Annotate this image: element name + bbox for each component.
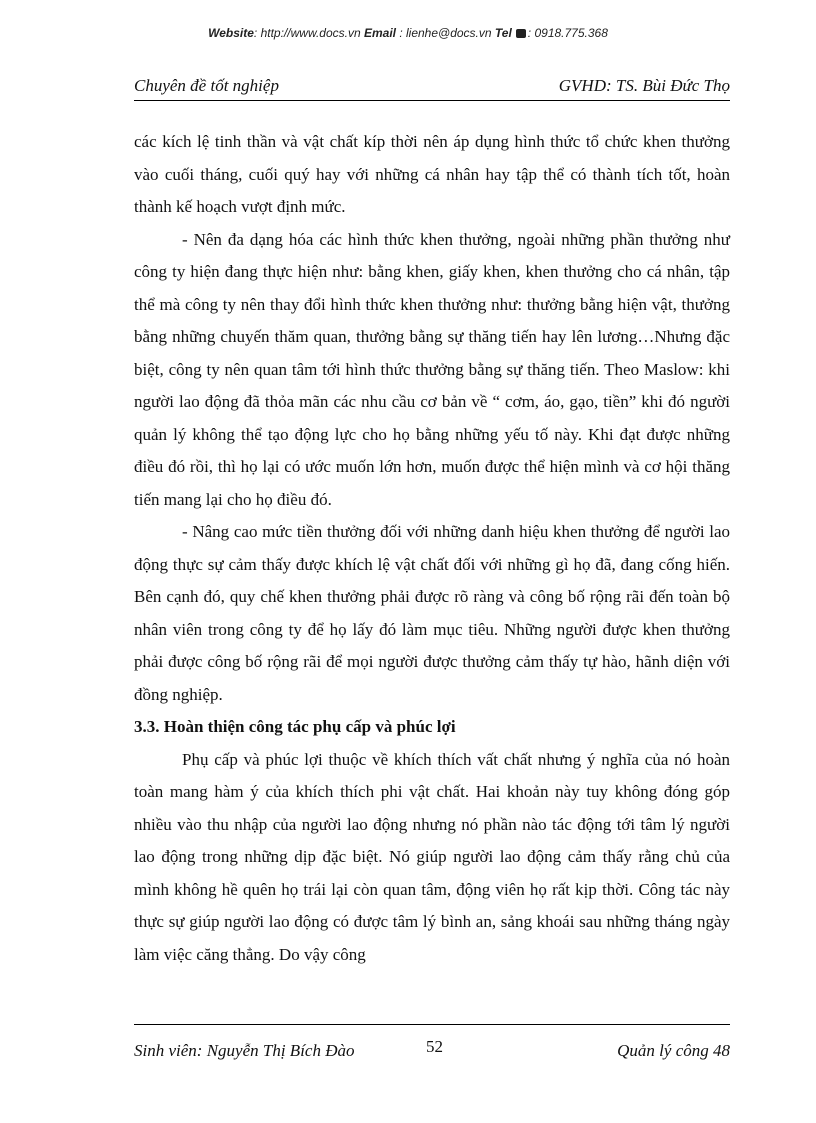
footer-student: Sinh viên: Nguyễn Thị Bích Đào	[134, 1041, 355, 1060]
page-body	[134, 126, 730, 971]
paragraph-1: các kích lệ tinh thần và vật chất kíp thời nên áp dụng hình thức tổ chức khen thưởng vào cuối tháng, cuối quý hay với những cá nhân hay tập thể có thành tích tốt, hoàn thành kế hoạch vượt định mức.	[134, 132, 730, 216]
website-bar	[0, 26, 816, 40]
page-footer	[134, 1024, 730, 1065]
website-value: : http://www.docs.vn	[253, 26, 364, 40]
header-supervisor: GVHD: TS. Bùi Đức Thọ	[558, 76, 730, 95]
section-heading: 3.3. Hoàn thiện công tác phụ cấp và phúc lợi	[134, 717, 456, 736]
header-document-title: Chuyên đề tốt nghiệp	[134, 76, 279, 95]
email-label: Email	[363, 26, 396, 40]
email-value: : lienhe@docs.vn	[395, 26, 495, 40]
website-label: Website	[208, 26, 254, 40]
paragraph-4: Phụ cấp và phúc lợi thuộc về khích thích vất chất nhưng ý nghĩa của nó hoàn toàn mang hàm ý của khích thích phi vật chất. Hai khoản này tuy không đóng góp nhiều vào thu nhập của người lao động nhưng nó phần nào tác động tới tâm lý người lao động trong những dịp đặc biệt. Nó giúp người lao động cảm thấy rằng chủ của mình không hề quên họ trái lại còn quan tâm, động viên họ rất kịp thời. Công tác này thực sự giúp người lao động có được tâm lý bình an, sảng khoái sau những tháng ngày làm việc căng thẳng. Do vậy công	[134, 749, 730, 964]
footer-course: Quản lý công 48	[617, 1041, 730, 1060]
tel-value: : 0918.775.368	[527, 26, 608, 40]
page-header	[134, 74, 730, 101]
paragraph-2: - Nên đa dạng hóa các hình thức khen thưởng, ngoài những phần thưởng như công ty hiện đang thực hiện như: bằng khen, giấy khen, khen thưởng cho cá nhân, tập thể mà công ty nên thay đổi hình thức khen thưởng như: thưởng bằng hiện vật, thưởng bằng những chuyến thăm quan, thưởng bằng sự thăng tiến hay lên lương…Nhưng đặc biệt, công ty nên quan tâm tới hình thức thưởng bằng sự thăng tiến. Theo Maslow: khi người lao động đã thỏa mãn các nhu cầu cơ bản về “ cơm, áo, gạo, tiền” khi đó người quản lý không thể tạo động lực cho họ bằng những yếu tố này. Khi đạt được những điều đó rồi, thì họ lại có ước muốn lớn hơn, muốn được thể hiện mình và cơ hội thăng tiến mang lại cho họ điều đó.	[134, 229, 730, 509]
page-number: 52	[426, 1037, 443, 1056]
tel-label: Tel	[494, 26, 512, 40]
phone-icon	[516, 29, 526, 38]
paragraph-3: - Nâng cao mức tiền thưởng đối với những danh hiệu khen thưởng để người lao động thực sự cảm thấy được khích lệ vật chất đối với những gì họ đã, đang cống hiến. Bên cạnh đó, quy chế khen thưởng phải được rõ ràng và công bố rộng rãi đến toàn bộ nhân viên trong công ty để họ lấy đó làm mục tiêu. Những người được khen thưởng phải được công bố rộng rãi để mọi người được thưởng cảm thấy tự hào, hãnh diện với đồng nghiệp.	[134, 522, 730, 704]
